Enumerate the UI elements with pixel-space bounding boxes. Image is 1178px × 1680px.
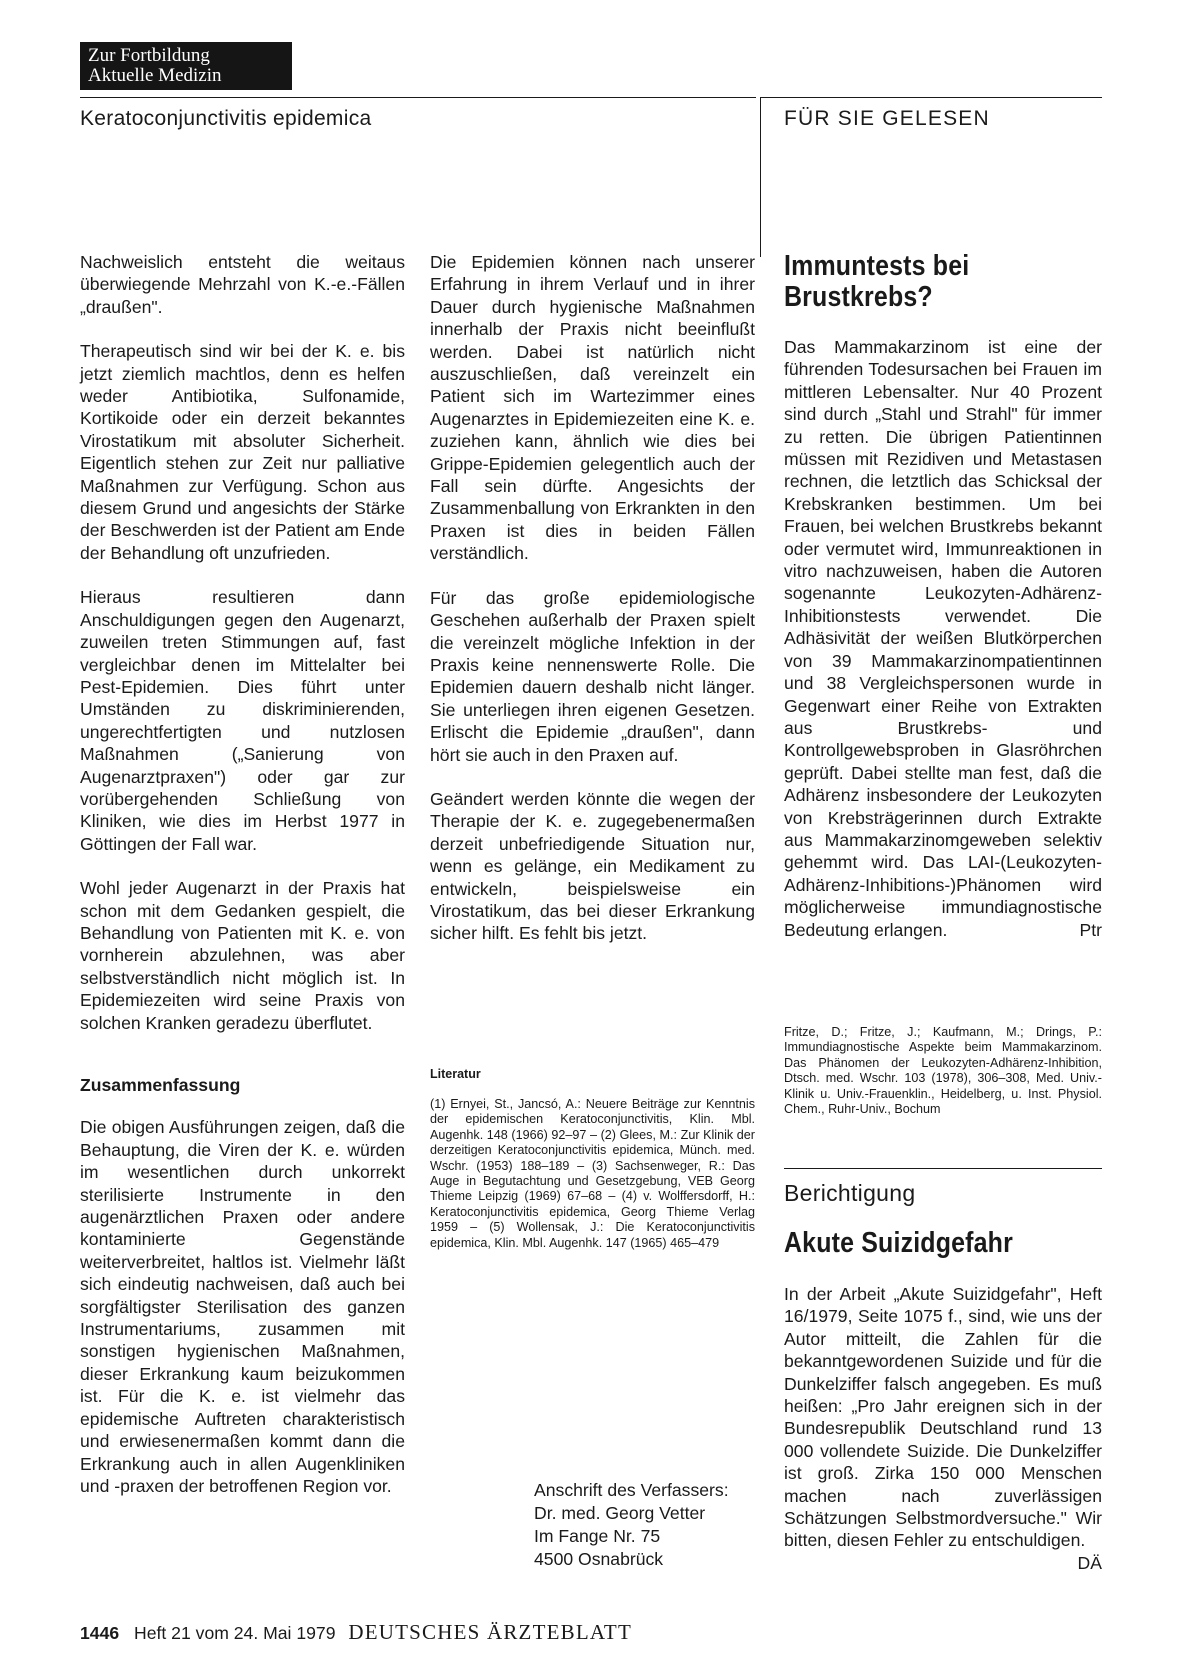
paragraph: Therapeutisch sind wir bei der K. e. bis jetzt ziemlich machtlos, denn es helfen weder Antibiotika, Sulfonamide, Kortikoide oder ein derzeit bekanntes Virostatikum mit absoluter Sicherheit. Eigentlich stehen zur Zeit nur palliative Maßnahmen zur Verfügung. Schon aus diesem Grund und angesichts der Stärke der Beschwerden ist der Patient am Ende der Behandlung oft unzufrieden. — [80, 341, 405, 563]
paragraph: Die obigen Ausführungen zeigen, daß die Behauptung, die Viren der K. e. würden im wesentlichen durch unkorrekt sterilisierte Instrumente in den augenärztlichen Praxen oder andere kontaminierte Gegenstände weiterverbreitet, haltlos ist. Vielmehr läßt sich eindeutig nachweisen, daß auch bei sorgfältigster Sterilisation des ganzen Instrumentariums, zusammen mit sonstigen hygienischen Maßnahmen, dieser Erkrankung kaum beizukommen ist. Für die K. e. ist vielmehr das epidemische Auftreten charakteristisch und erwiesenermaßen kommt dann die Erkrankung auch in allen Augenkliniken und -praxen der betroffenen Region vor. — [80, 1117, 405, 1496]
section-rule — [784, 1168, 1102, 1169]
page-number: 1446 — [80, 1623, 120, 1643]
article-title-2-wrap — [784, 1228, 1050, 1259]
column-1 — [80, 251, 405, 1519]
paragraph: Geändert werden könnte die wegen der Therapie der K. e. zugegebenermaßen derzeit unbefriedigende Situation nur, wenn es gelänge, ein Medikament zu entwickeln, beispielsweise ein Virostatikum, das bei dieser Erkrankung sicher hilft. Es fehlt bis jetzt. — [430, 788, 755, 944]
paragraph: Für das große epidemiologische Geschehen außerhalb der Praxen spielt die vereinzelt mögliche Infektion in der Praxis keine nennenswerte Rolle. Die Epidemien dauern deshalb nicht länger. Sie unterliegen ihren eigenen Gesetzen. Erlischt die Epidemie „draußen", dann hört sie auch in den Praxen auf. — [430, 587, 755, 765]
author-initials: DÄ — [1077, 1552, 1102, 1573]
paragraph — [784, 336, 1102, 941]
header-rule-left — [80, 97, 756, 98]
section-head: FÜR SIE GELESEN — [784, 107, 990, 130]
badge-line-1: Zur Fortbildung — [88, 45, 210, 66]
article-title: Akute Suizidgefahr — [784, 1227, 1013, 1259]
address-line: Dr. med. Georg Vetter — [534, 1503, 706, 1523]
section-badge — [80, 42, 292, 90]
running-head: Keratoconjunctivitis epidemica — [80, 107, 372, 130]
address-line: Im Fange Nr. 75 — [534, 1526, 661, 1546]
literature-list: (1) Ernyei, St., Jancsó, A.: Neuere Beiträge zur Kenntnis der epidemischen Keratoconjunctivitis, Klin. Mbl. Augenhk. 148 (1966) 92–97 – (2) Glees, M.: Zur Klinik der derzeitigen Keratoconjunctivitis epidemica, Münch. med. Wschr. (1953) 188–189 – (3) Sachsenweger, R.: Das Auge in Begutachtung und Gesetzgebung, VEB Georg Thieme Leipzig (1969) 67–68 – (4) v. Wolffersdorff, H.: Keratoconjunctivitis epidemica, Georg Thieme Verlag 1959 – (5) Wollensak, J.: Die Keratoconjunctivitis epidemica, Klin. Mbl. Augenhk. 147 (1965) 465–479 — [430, 1097, 755, 1250]
issue-info: Heft 21 vom 24. Mai 1979 — [134, 1623, 336, 1643]
column-3 — [784, 336, 1102, 941]
address-line: Anschrift des Verfassers: — [534, 1480, 729, 1500]
address-line: 4500 Osnabrück — [534, 1549, 664, 1569]
section-label: Berichtigung — [784, 1180, 916, 1206]
paragraph: Die Epidemien können nach unserer Erfahrung in ihrem Verlauf und in ihrer Dauer durch hygienische Maßnahmen innerhalb der Praxis nicht beeinflußt werden. Dabei ist natürlich nicht auszuschließen, daß vereinzelt ein Patient sich im Wartezimmer eines Augenarztes in Epidemiezeiten eine K. e. zuziehen kann, ähnlich wie dies bei Grippe-Epidemien gelegentlich auch der Fall sein dürfte. Angesichts der Zusammenballung von Erkrankten in den Praxen ist dies in beiden Fällen verständlich. — [430, 252, 755, 564]
column-divider — [760, 97, 761, 257]
reference: Fritze, D.; Fritze, J.; Kaufmann, M.; Drings, P.: Immundiagnostische Aspekte beim Mammakarzinom. Das Phänomen der Leukozyten-Adhärenz-Inhibition, Dtsch. med. Wschr. 103 (1978), 306–308, Med. Univ.-Klinik u. Univ.-Frauenklin., Heidelberg, u. Inst. Physiol. Chem., Ruhr-Univ., Bochum — [784, 1025, 1102, 1117]
paragraph-text: In der Arbeit „Akute Suizidgefahr", Heft 16/1979, Seite 1075 f., sind, wie uns der Autor mitteilt, die Zahlen für die bekanntgewordenen Suizide und für die Dunkelziffer falsch angegeben. Es muß heißen: „Pro Jahr ereignen sich in der Bundesrepublik Deutschland rund 13 000 vollendete Suizide. Die Dunkelziffer ist groß. Zirka 150 000 Menschen machen nach zuverlässigen Schätzungen Selbstmordversuche." Wir bitten, diesen Fehler zu entschuldigen. — [784, 1284, 1102, 1551]
column-3-lower — [784, 1283, 1102, 1574]
article-title-wrap — [784, 251, 1014, 313]
paragraph-text: Das Mammakarzinom ist eine der führenden Todesursachen bei Frauen im mittleren Lebensalter. Nur 40 Prozent sind durch „Stahl und Strahl" für immer zu retten. Die übrigen Patientinnen müssen mit Rezidiven und Metastasen rechnen, die letztlich das Schicksal der Krebskranken bestimmen. Um bei Frauen, bei welchen Brustkrebs bekannt oder vermutet wird, Immunreaktionen in vitro nachzuweisen, haben die Autoren sogenannte Leukozyten-Adhärenz-Inhibitionstests verwendet. Die Adhäsivität der weißen Blutkörperchen von 39 Mammakarzinompatientinnen und 38 Vergleichspersonen wurde in Gegenwart einer Reihe von Extrakten aus Brustkrebs- und Kontrollgewebsproben in Glasröhrchen geprüft. Dabei stellte man fest, daß die Adhärenz insbesondere der Leukozyten von Krebsträgerinnen durch Extrakte aus Mammakarzinomgeweben selektiv gehemmt wird. Das LAI-(Leukozyten-Adhärenz-Inhibitions-)Phänomen wird möglicherweise immundiagnostische Bedeutung erlangen. — [784, 337, 1102, 940]
badge-line-2: Aktuelle Medizin — [88, 65, 222, 86]
paragraph: Hieraus resultieren dann Anschuldigungen gegen den Augenarzt, zuweilen treten Stimmungen auf, fast vergleichbar denen im Mittelalter bei Pest-Epidemien. Dies führt unter Umständen zu diskriminierenden, ungerechtfertigten und nutzlosen Maßnahmen („Sanierung von Augenarztpraxen") oder gar zur vorübergehenden Schließung von Kliniken, wie dies im Herbst 1977 in Göttingen der Fall war. — [80, 587, 405, 854]
column-2 — [430, 251, 755, 967]
article-title: Immuntests bei Brustkrebs? — [784, 250, 970, 313]
paragraph: Wohl jeder Augenarzt in der Praxis hat schon mit dem Gedanken gespielt, die Behandlung von Patienten mit K. e. von vornherein abzulehnen, was aber selbstverständlich nicht möglich ist. In Epidemiezeiten wird seine Praxis von solchen Kranken geradezu überflutet. — [80, 878, 405, 1033]
magazine-name: DEUTSCHES ÄRZTEBLATT — [348, 1620, 632, 1644]
author-initials: Ptr — [1079, 919, 1102, 940]
page-footer — [80, 1620, 632, 1645]
summary-heading: Zusammenfassung — [80, 1075, 241, 1095]
literature-heading: Literatur — [430, 1067, 481, 1081]
author-address — [534, 1479, 729, 1571]
paragraph: Nachweislich entsteht die weitaus überwiegende Mehrzahl von K.-e.-Fällen „draußen". — [80, 252, 405, 317]
header-rule-right — [760, 97, 1102, 98]
paragraph — [784, 1283, 1102, 1573]
